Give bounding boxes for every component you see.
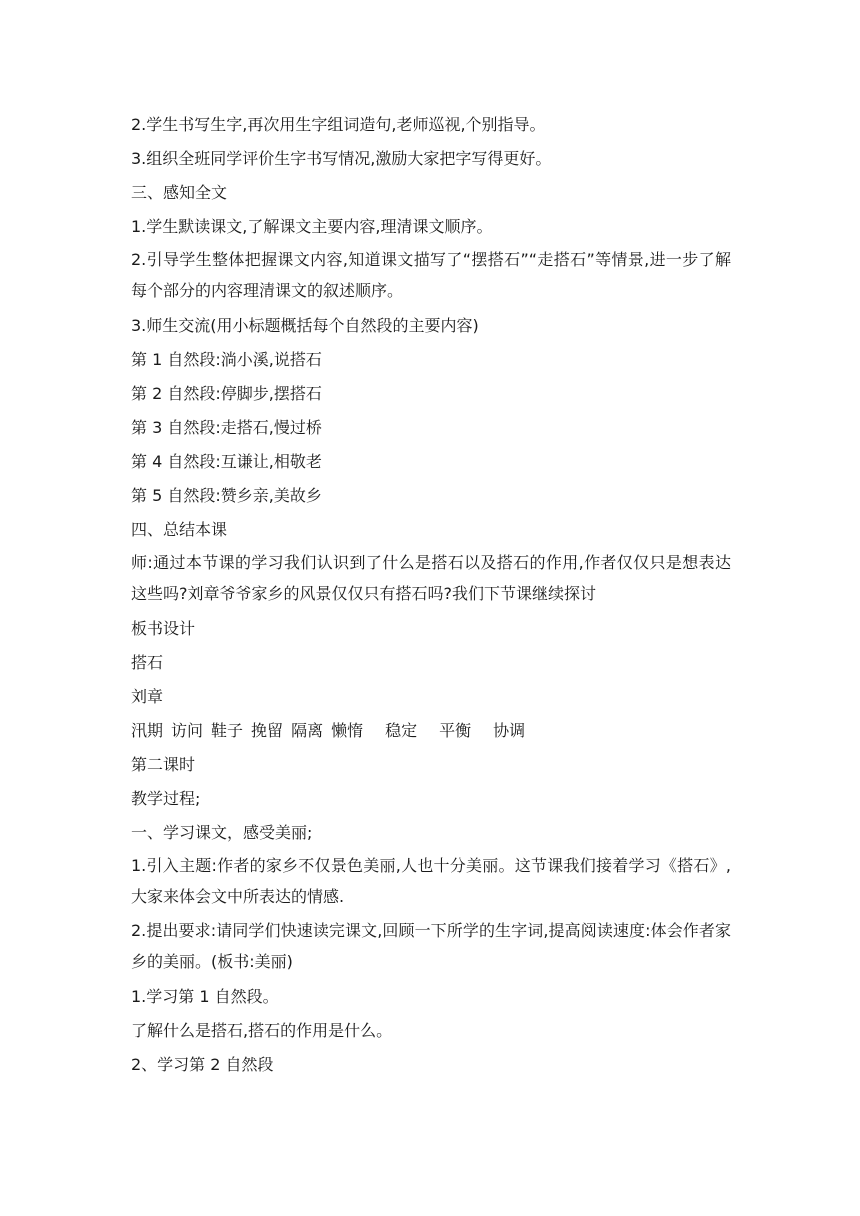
text-paragraph: 1.引入主题:作者的家乡不仅景色美丽,人也十分美丽。这节课我们接着学习《搭石》,大家来体会文中所表达的情感. [131, 856, 731, 906]
vocab-word: 稳定 [385, 721, 418, 740]
vocab-word: 平衡 [439, 721, 472, 740]
section-heading: 一、学习课文，感受美丽; [131, 823, 313, 842]
text-paragraph: 2.引导学生整体把握课文内容,知道课文描写了“摆搭石”“走搭石”等情景,进一步了解每个部分的内容理清课文的叙述顺序。 [131, 250, 731, 300]
vocab-word: 汛期 [131, 721, 164, 740]
vocab-word: 挽留 [251, 721, 284, 740]
section-heading: 四、总结本课 [131, 520, 228, 539]
vocab-word: 协调 [493, 721, 526, 740]
text-paragraph: 师:通过本节课的学习我们认识到了什么是搭石以及搭石的作用,作者仅仅只是想表达这些吗?刘章爷爷家乡的风景仅仅只有搭石吗?我们下节课继续探讨 [131, 553, 731, 603]
board-title: 搭石 [131, 653, 164, 672]
list-item: 第 3 自然段:走搭石,慢过桥 [131, 418, 322, 437]
vocab-word: 访问 [171, 721, 204, 740]
text-line: 1.学生默读课文,了解课文主要内容,理清课文顺序。 [131, 217, 493, 236]
text-line: 2.学生书写生字,再次用生字组词造句,老师巡视,个别指导。 [131, 115, 546, 134]
vocab-line [131, 714, 731, 748]
section-heading: 三、感知全文 [131, 183, 228, 202]
list-item: 第 1 自然段:淌小溪,说搭石 [131, 350, 322, 369]
text-paragraph: 2.提出要求:请同学们快速读完课文,回顾一下所学的生字词,提高阅读速度:体会作者家乡的美丽。(板书:美丽) [131, 921, 731, 971]
document-body [131, 108, 731, 1082]
section-heading: 板书设计 [131, 619, 196, 638]
text-line: 3.组织全班同学评价生字书写情况,激励大家把字写得更好。 [131, 149, 552, 168]
section-heading: 第二课时 [131, 755, 196, 774]
vocab-word: 懒惰 [331, 721, 364, 740]
list-item: 第 4 自然段:互谦让,相敬老 [131, 452, 322, 471]
vocab-word: 鞋子 [211, 721, 244, 740]
text-line: 1.学习第 1 自然段。 [131, 987, 279, 1006]
text-line: 2、学习第 2 自然段 [131, 1055, 274, 1074]
vocab-word: 隔离 [291, 721, 324, 740]
text-line: 了解什么是搭石,搭石的作用是什么。 [131, 1021, 393, 1040]
list-item: 第 5 自然段:赞乡亲,美故乡 [131, 486, 322, 505]
list-item: 第 2 自然段:停脚步,摆搭石 [131, 384, 322, 403]
board-author: 刘章 [131, 687, 164, 706]
text-line: 3.师生交流(用小标题概括每个自然段的主要内容) [131, 316, 479, 335]
text-line: 教学过程; [131, 789, 201, 808]
